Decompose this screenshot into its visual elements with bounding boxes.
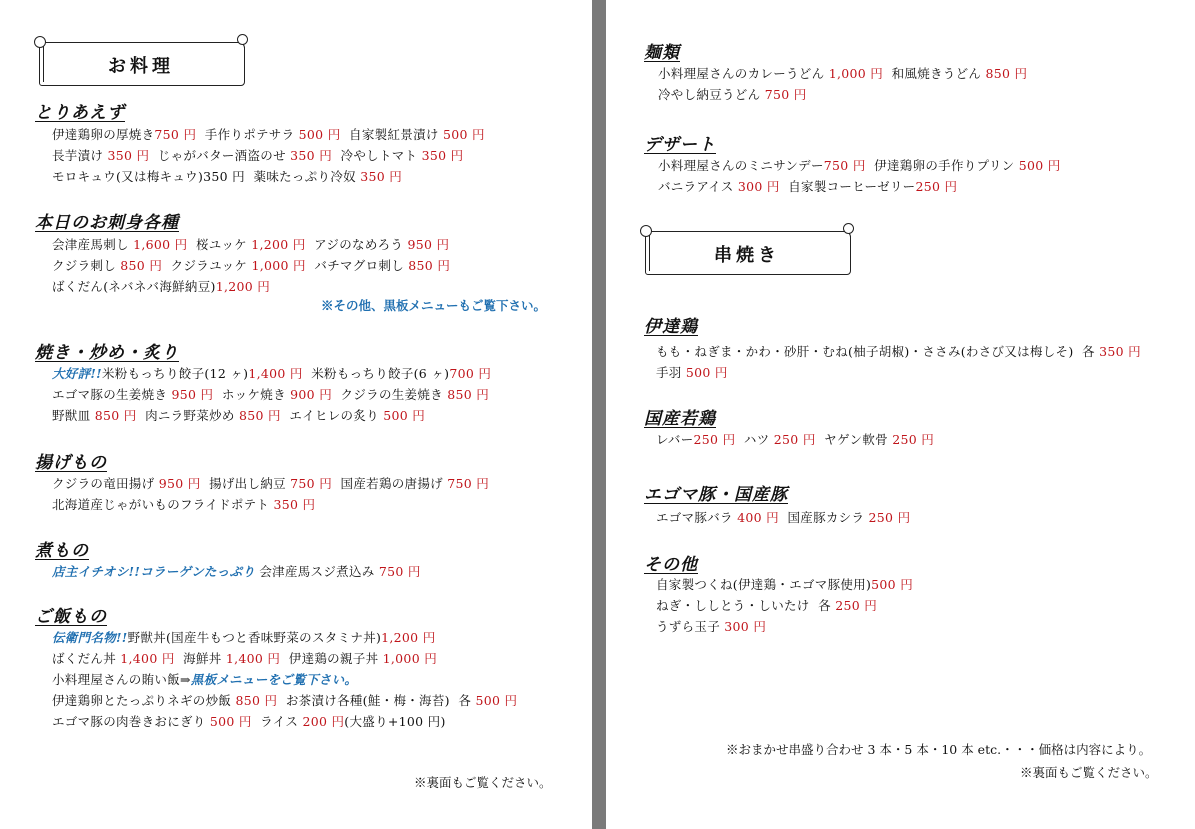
highlight-text: 黒板メニューをご覧下さい。 bbox=[190, 672, 358, 687]
menu-line bbox=[656, 617, 766, 635]
section-title: とりあえず bbox=[35, 103, 125, 123]
menu-line bbox=[52, 235, 449, 253]
price: 500 円 bbox=[475, 693, 518, 708]
item-text: ハツ bbox=[735, 432, 774, 447]
price: 850 円 bbox=[238, 408, 281, 423]
item-text: もも・ねぎま・かわ・砂肝・むね(柚子胡椒)・ささみ(わさび又は梅しそ) 各 bbox=[656, 344, 1100, 359]
item-text: 揚げ出し納豆 bbox=[200, 476, 291, 491]
price: 850 円 bbox=[408, 258, 451, 273]
item-text: バニラアイス bbox=[658, 179, 738, 194]
item-text: 伊達鶏卵とたっぷりネギの炒飯 bbox=[52, 693, 236, 708]
price: 300 円 bbox=[737, 179, 780, 194]
item-text: ホッケ焼き bbox=[213, 387, 291, 402]
price: 400 円 bbox=[737, 510, 779, 525]
item-text: 自家製コーヒーゼリー bbox=[779, 179, 916, 194]
menu-line bbox=[658, 156, 1061, 174]
item-text: 野獣皿 bbox=[52, 408, 95, 423]
item-text: エイヒレの炙り bbox=[280, 408, 384, 423]
price: 250 円 bbox=[868, 510, 911, 525]
price: 350 円 bbox=[360, 169, 403, 184]
section-title: 麺類 bbox=[644, 43, 680, 63]
price: 1,600 円 bbox=[133, 237, 188, 252]
left-note-back: ※裏面もご覧ください。 bbox=[414, 775, 552, 790]
menu-line bbox=[656, 596, 877, 614]
menu-line bbox=[52, 691, 517, 709]
item-text: クジラの生姜焼き bbox=[332, 387, 448, 402]
price: 500 円 bbox=[383, 408, 426, 423]
menu-line bbox=[52, 256, 450, 274]
left-page bbox=[0, 0, 592, 829]
item-text: ライス bbox=[251, 714, 303, 729]
item-text: 伊達鶏卵の厚焼き bbox=[52, 127, 155, 142]
right-note-omakase: ※おまかせ串盛り合わせ 3 本・5 本・10 本 etc.・・・価格は内容により。 bbox=[726, 742, 1152, 757]
item-text: 長芋漬け bbox=[52, 148, 108, 163]
item-text: 自家製つくね(伊達鶏・エゴマ豚使用) bbox=[656, 577, 872, 592]
price: 500 円 bbox=[1018, 158, 1061, 173]
section-title: その他 bbox=[644, 555, 698, 575]
item-text: (大盛り+100 円) bbox=[344, 714, 446, 729]
item-text: ヤゲン軟骨 bbox=[815, 432, 893, 447]
price: 350 円 bbox=[421, 148, 464, 163]
item-text: 国産若鶏の唐揚げ bbox=[332, 476, 448, 491]
price: 950 円 bbox=[407, 237, 450, 252]
item-text: ばくだん丼 bbox=[52, 651, 121, 666]
price: 1,000 円 bbox=[828, 66, 884, 81]
section-title: 揚げもの bbox=[35, 453, 107, 473]
price: 1,400 円 bbox=[225, 651, 281, 666]
price: 1,200 円 bbox=[215, 279, 271, 294]
menu-line bbox=[52, 406, 425, 424]
menu-line bbox=[658, 85, 807, 103]
price: 500 円 bbox=[871, 577, 913, 592]
price: 1,000 円 bbox=[382, 651, 438, 666]
item-text: じゃがバター酒盗のせ bbox=[149, 148, 291, 163]
section-title: 本日のお刺身各種 bbox=[35, 213, 179, 233]
kushiyaki-banner bbox=[641, 227, 853, 273]
price: 500 円 bbox=[442, 127, 485, 142]
item-text: 北海道産じゃがいものフライドポテト bbox=[52, 497, 274, 512]
menu-line bbox=[52, 649, 437, 667]
menu-line bbox=[656, 363, 728, 381]
item-text: お茶漬け各種(鮭・梅・海苔) 各 bbox=[277, 693, 476, 708]
item-text: 冷やしトマト bbox=[332, 148, 422, 163]
menu-line bbox=[656, 575, 913, 593]
section-title: ご飯もの bbox=[35, 607, 107, 627]
price: 500 円 bbox=[298, 127, 341, 142]
price: 250 円 bbox=[693, 432, 736, 447]
item-text: 小料理屋さんの賄い飯⇒ bbox=[52, 672, 191, 687]
item-text: 国産豚カシラ bbox=[778, 510, 869, 525]
price: 850 円 bbox=[94, 408, 137, 423]
item-text: 自家製紅景漬け bbox=[340, 127, 443, 142]
item-text: 和風焼きうどん bbox=[883, 66, 986, 81]
item-text: うずら玉子 bbox=[656, 619, 725, 634]
section-title: 国産若鶏 bbox=[644, 409, 716, 429]
section-title: 伊達鶏 bbox=[644, 317, 698, 337]
price: 850 円 bbox=[120, 258, 163, 273]
item-text: 冷やし納豆うどん bbox=[658, 87, 765, 102]
item-text: 会津産馬スジ煮込み bbox=[255, 564, 379, 579]
price: 700 円 bbox=[449, 366, 492, 381]
item-text: ねぎ・ししとう・しいたけ 各 bbox=[656, 598, 836, 613]
menu-line bbox=[52, 628, 436, 646]
price: 950 円 bbox=[158, 476, 201, 491]
menu-line bbox=[52, 125, 485, 143]
page-divider bbox=[592, 0, 606, 829]
item-text: 手作りポテサラ bbox=[196, 127, 299, 142]
price: 900 円 bbox=[290, 387, 332, 402]
price: 300 円 bbox=[724, 619, 767, 634]
price: 1,400 円 bbox=[248, 366, 303, 381]
section-title: デザート bbox=[644, 135, 716, 155]
price: 750 円 bbox=[764, 87, 807, 102]
item-text: アジのなめろう bbox=[305, 237, 408, 252]
item-text: 小料理屋さんのカレーうどん bbox=[658, 66, 829, 81]
item-text: 会津産馬刺し bbox=[52, 237, 134, 252]
price: 350 円 bbox=[273, 497, 316, 512]
price: 250 円 bbox=[915, 179, 958, 194]
item-text: 小料理屋さんのミニサンデー bbox=[658, 158, 824, 173]
menu-line bbox=[52, 277, 270, 295]
price: 750 円 bbox=[378, 564, 421, 579]
price: 250 円 bbox=[773, 432, 816, 447]
price: 1,200 円 bbox=[251, 237, 306, 252]
price: 500 円 bbox=[685, 365, 728, 380]
item-text: 米粉もっちり餃子(12 ヶ) bbox=[101, 366, 249, 381]
price: 350 円 bbox=[290, 148, 332, 163]
highlight-text: 大好評!! bbox=[52, 366, 102, 381]
section-title: 焼き・炒め・炙り bbox=[35, 343, 179, 363]
ryouri-banner bbox=[35, 38, 247, 84]
highlight-text: 店主イチオシ!!コラーゲンたっぷり bbox=[52, 564, 256, 579]
kokuban-note: ※その他、黒板メニューもご覧下さい。 bbox=[321, 298, 547, 313]
price: 850 円 bbox=[235, 693, 278, 708]
right-note-back: ※裏面もご覧ください。 bbox=[1020, 765, 1158, 780]
menu-line bbox=[52, 474, 489, 492]
menu-line bbox=[656, 342, 1141, 360]
price: 750 円 bbox=[154, 127, 197, 142]
item-text: クジラの竜田揚げ bbox=[52, 476, 159, 491]
menu-line bbox=[52, 670, 357, 688]
price: 350 円 bbox=[1099, 344, 1141, 359]
item-text: エゴマ豚の肉巻きおにぎり bbox=[52, 714, 210, 729]
price: 350 円 bbox=[107, 148, 150, 163]
menu-line bbox=[52, 495, 315, 513]
menu-line bbox=[52, 364, 491, 382]
price: 850 円 bbox=[985, 66, 1028, 81]
item-text: 桜ユッケ bbox=[187, 237, 252, 252]
ryouri-title: お料理 bbox=[108, 56, 174, 77]
price: 750 円 bbox=[823, 158, 866, 173]
price: 200 円 bbox=[302, 714, 345, 729]
price: 1,400 円 bbox=[120, 651, 175, 666]
price: 1,000 円 bbox=[251, 258, 306, 273]
price: 850 円 bbox=[447, 387, 490, 402]
price: 750 円 bbox=[290, 476, 332, 491]
menu-line bbox=[52, 712, 446, 730]
item-text: 野獣丼(国産牛もつと香味野菜のスタミナ丼) bbox=[127, 630, 382, 645]
price: 950 円 bbox=[171, 387, 214, 402]
menu-line bbox=[52, 167, 402, 185]
menu-line bbox=[656, 430, 934, 448]
kushiyaki-title: 串焼き bbox=[714, 245, 780, 266]
menu-line bbox=[658, 64, 1027, 82]
menu-line bbox=[52, 562, 421, 580]
item-text: レバー bbox=[656, 432, 694, 447]
menu-line bbox=[656, 508, 910, 526]
item-text: エゴマ豚バラ bbox=[656, 510, 738, 525]
item-text: 伊達鶏卵の手作りプリン bbox=[865, 158, 1019, 173]
menu-line bbox=[52, 146, 463, 164]
price: 250 円 bbox=[835, 598, 878, 613]
item-text: 米粉もっちり餃子(6 ヶ) bbox=[302, 366, 450, 381]
item-text: モロキュウ(又は梅キュウ)350 円 薬味たっぷり冷奴 bbox=[52, 169, 361, 184]
menu-line bbox=[658, 177, 957, 195]
price: 1,200 円 bbox=[381, 630, 436, 645]
price: 500 円 bbox=[209, 714, 252, 729]
item-text: クジラ刺し bbox=[52, 258, 121, 273]
item-text: クジラユッケ bbox=[162, 258, 252, 273]
item-text: 手羽 bbox=[656, 365, 686, 380]
highlight-text: 伝衛門名物!! bbox=[52, 630, 128, 645]
item-text: 伊達鶏の親子丼 bbox=[280, 651, 383, 666]
right-page bbox=[606, 0, 1195, 829]
item-text: バチマグロ刺し bbox=[305, 258, 409, 273]
item-text: エゴマ豚の生姜焼き bbox=[52, 387, 172, 402]
item-text: 海鮮丼 bbox=[174, 651, 226, 666]
price: 750 円 bbox=[447, 476, 490, 491]
price: 250 円 bbox=[892, 432, 935, 447]
item-text: 肉ニラ野菜炒め bbox=[136, 408, 239, 423]
section-title: エゴマ豚・国産豚 bbox=[644, 485, 788, 505]
menu-line bbox=[52, 385, 489, 403]
section-title: 煮もの bbox=[35, 541, 89, 561]
item-text: ばくだん(ネバネバ海鮮納豆) bbox=[52, 279, 216, 294]
